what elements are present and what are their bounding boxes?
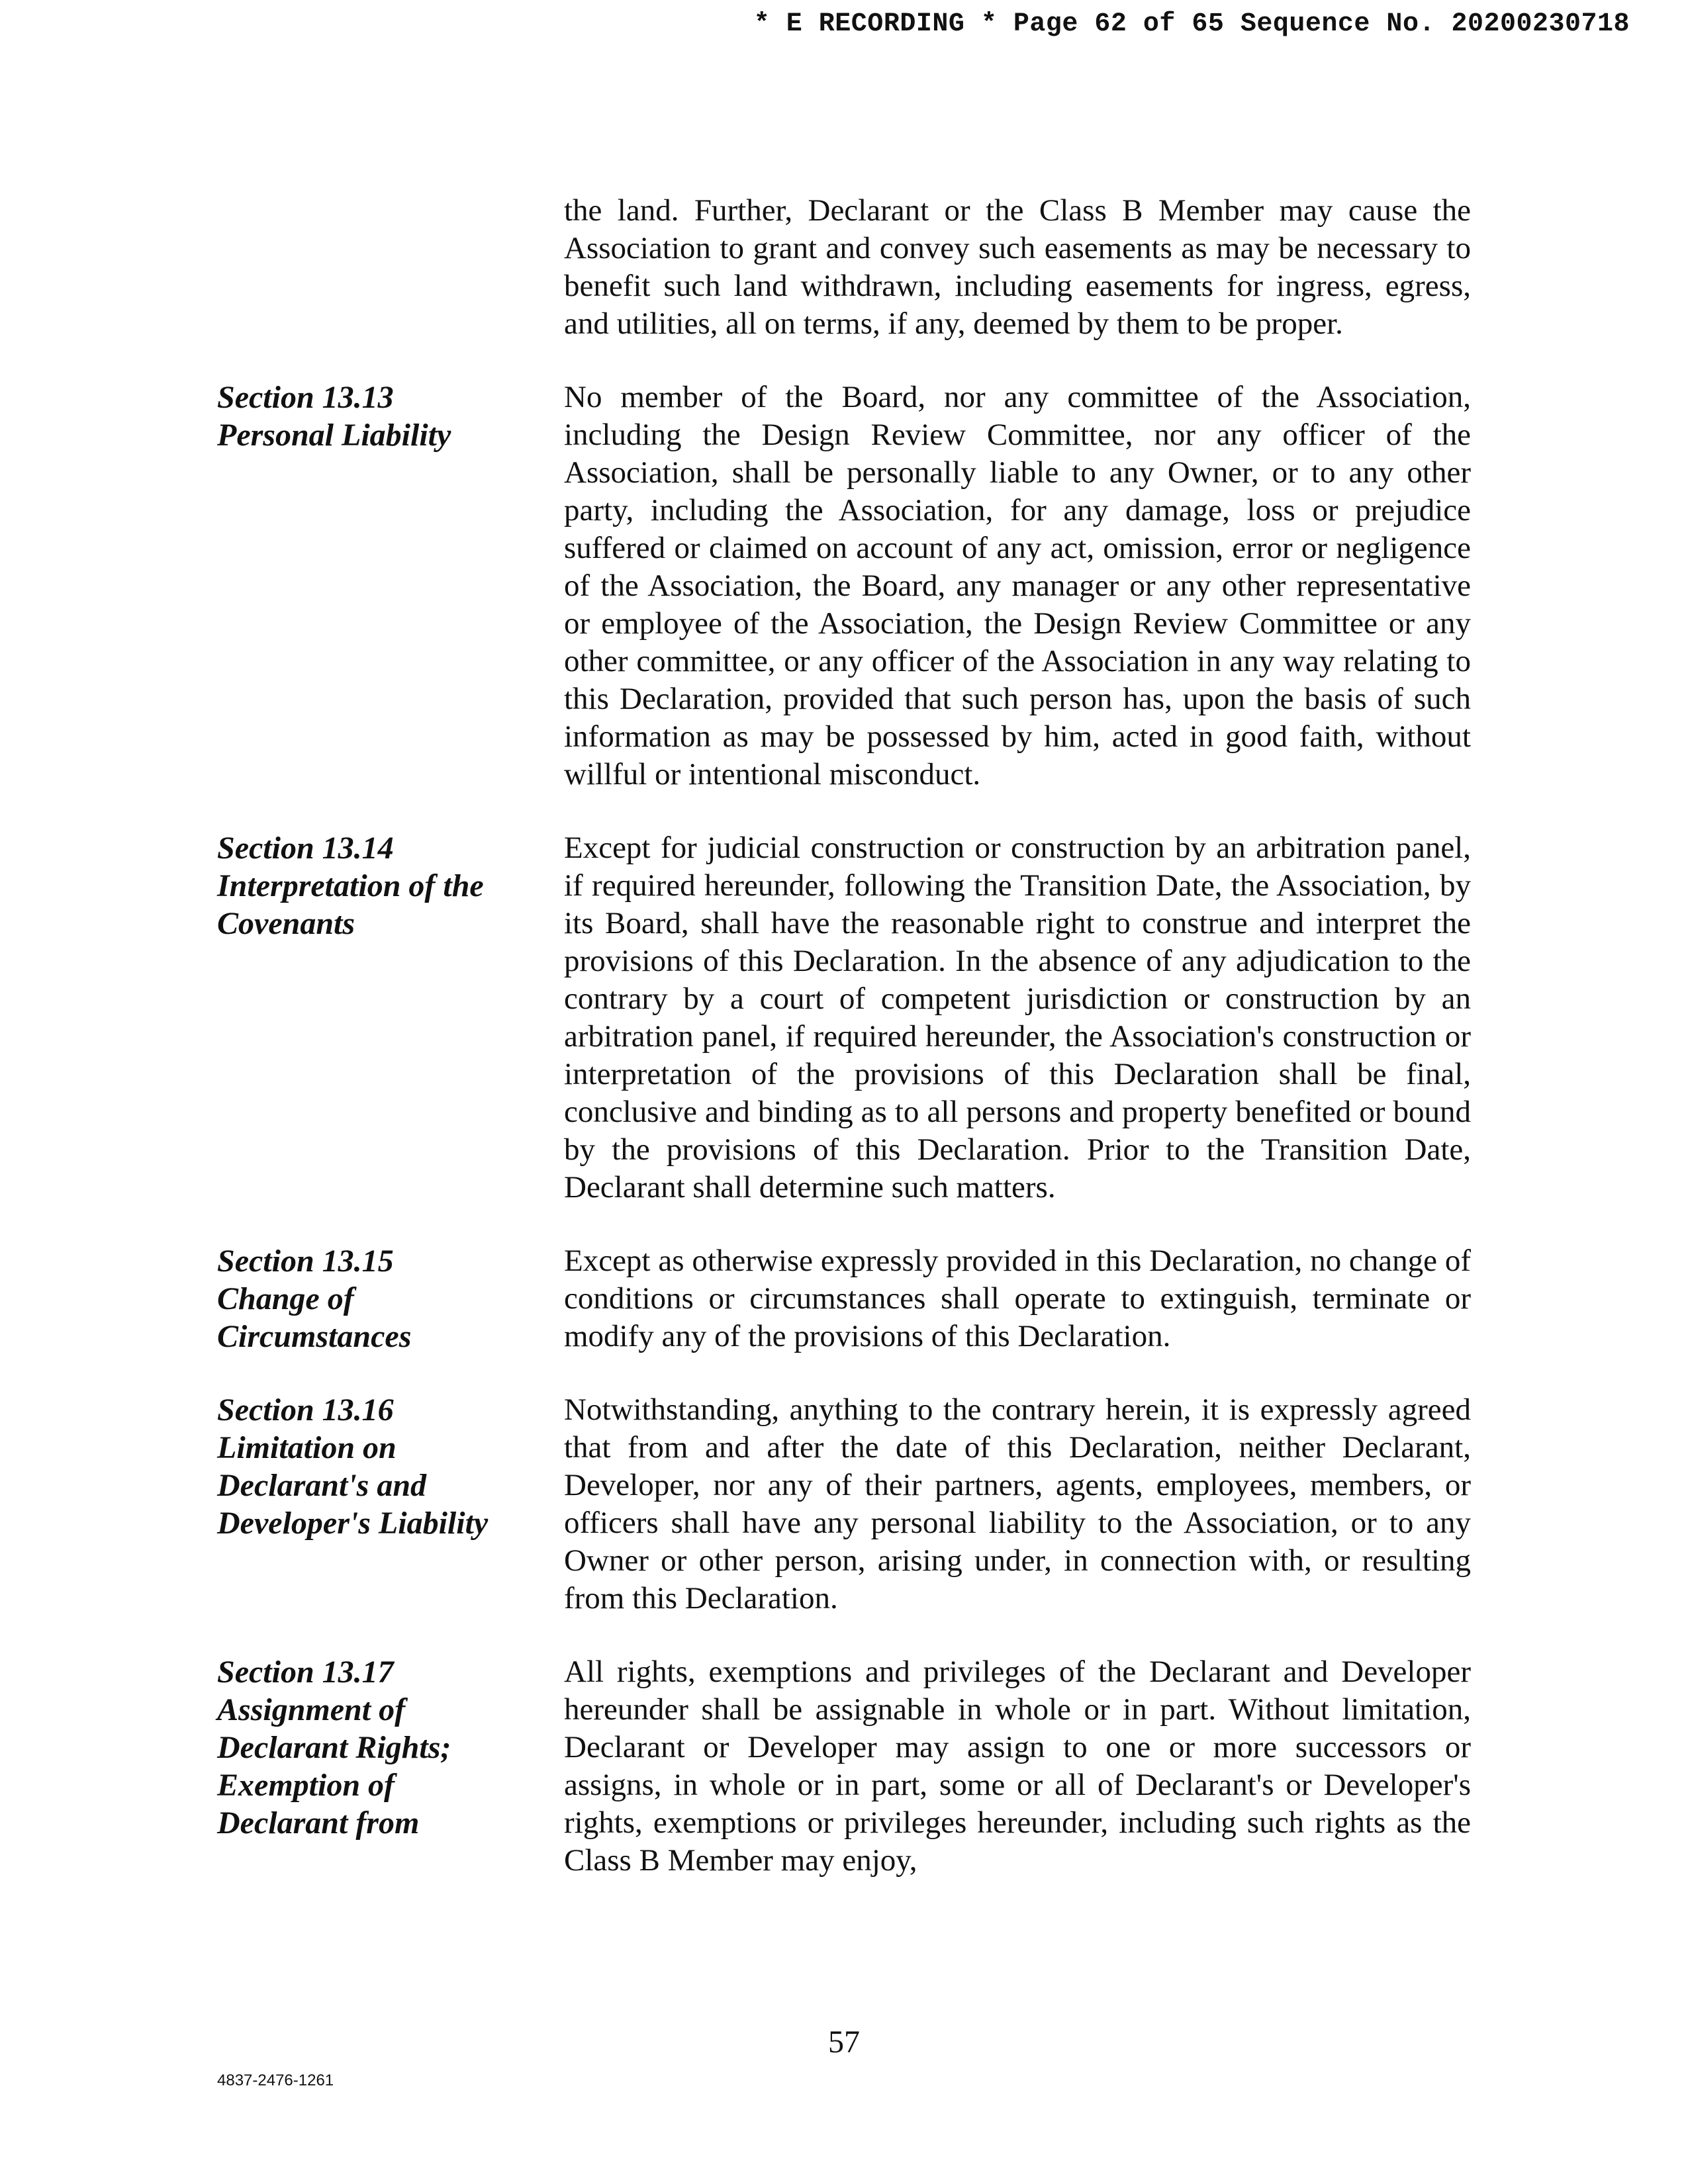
page-number: 57 <box>828 2025 860 2060</box>
section-paragraph: Except for judicial construction or construction by an arbitration panel, if required hereunder, following the Transition Date, the Association, by its Board, shall have the reasonable right to construe and interpret the provisions of this Declaration. In the absence of any adjudication to the contrary by a court of competent jurisdiction or construction by an arbitration panel, if required hereunder, the Association's construction or interpretation of the provisions of this Declaration shall be final, conclusive and binding as to all persons and property benefited or bound by the provisions of this Declaration. Prior to the Transition Date, Declarant shall determine such matters. <box>564 831 1471 1205</box>
recording-header-stamp: * E RECORDING * Page 62 of 65 Sequence No. 20200230718 <box>753 9 1630 39</box>
section-heading <box>217 379 548 454</box>
section-heading-line: Limitation on <box>217 1430 397 1465</box>
section-heading <box>217 1391 548 1542</box>
section-heading-line: Declarant from <box>217 1805 420 1841</box>
section-13-16 <box>0 1391 1688 1617</box>
section-paragraph: All rights, exemptions and privileges of the Declarant and Developer hereunder shall be assignable in whole or in part. Without limitation, Declarant or Developer may assign to one or more successors or assigns, in whole or in part, some or all of Declarant's or Developer's rights, exemptions or privileges hereunder, including such rights as the Class B Member may enjoy, <box>564 1655 1471 1878</box>
section-heading <box>217 1653 548 1842</box>
document-body <box>0 192 1688 1880</box>
section-heading-line: Section 13.13 <box>217 380 394 415</box>
section-heading-line: Assignment of <box>217 1692 406 1727</box>
section-heading-line: Section 13.17 <box>217 1655 394 1690</box>
section-13-17 <box>0 1653 1688 1880</box>
section-paragraph: No member of the Board, nor any committee of the Association, including the Design Review Committee, nor any officer of the Association, shall be personally liable to any Owner, or to any other party, including the Association, for any damage, loss or prejudice suffered or claimed on account of any act, omission, error or negligence of the Association, the Board, any manager or any other representative or employee of the Association, the Design Review Committee or any other committee, or any officer of the Association in any way relating to this Declaration, provided that such person has, upon the basis of such information as may be possessed by him, acted in good faith, without willful or intentional misconduct. <box>564 380 1471 792</box>
section-heading-line: Developer's Liability <box>217 1506 489 1541</box>
section-heading-line: Declarant's and <box>217 1468 427 1503</box>
section-heading-line: Section 13.15 <box>217 1244 394 1279</box>
document-id: 4837-2476-1261 <box>217 2071 334 2089</box>
section-heading-line: Declarant Rights; <box>217 1730 451 1765</box>
section-heading-line: Change of <box>217 1281 354 1316</box>
section-paragraph: Except as otherwise expressly provided in this Declaration, no change of conditions or circumstances shall operate to extinguish, terminate or modify any of the provisions of this Declaration. <box>564 1244 1471 1353</box>
section-13-15 <box>0 1242 1688 1355</box>
section-heading-line: Interpretation of the <box>217 868 484 903</box>
section-heading-line: Exemption of <box>217 1768 395 1803</box>
section-heading-line: Circumstances <box>217 1319 412 1354</box>
section-13-13 <box>0 379 1688 794</box>
intro-paragraph-row <box>0 192 1688 343</box>
section-13-14 <box>0 829 1688 1206</box>
intro-paragraph: the land. Further, Declarant or the Class B Member may cause the Association to grant and convey such easements as may be necessary to benefit such land withdrawn, including easements for ingress, egress, and utilities, all on terms, if any, deemed by them to be proper. <box>564 193 1471 341</box>
section-heading <box>217 1242 548 1355</box>
section-paragraph: Notwithstanding, anything to the contrary herein, it is expressly agreed that from and after the date of this Declaration, neither Declarant, Developer, nor any of their partners, agents, employees, members, or officers shall have any personal liability to the Association, or to any Owner or other person, arising under, in connection with, or resulting from this Declaration. <box>564 1392 1471 1615</box>
section-heading <box>217 829 548 942</box>
section-heading-line: Covenants <box>217 906 355 941</box>
section-heading-line: Section 13.16 <box>217 1392 394 1428</box>
section-heading-line: Section 13.14 <box>217 831 394 866</box>
section-heading-line: Personal Liability <box>217 418 451 453</box>
